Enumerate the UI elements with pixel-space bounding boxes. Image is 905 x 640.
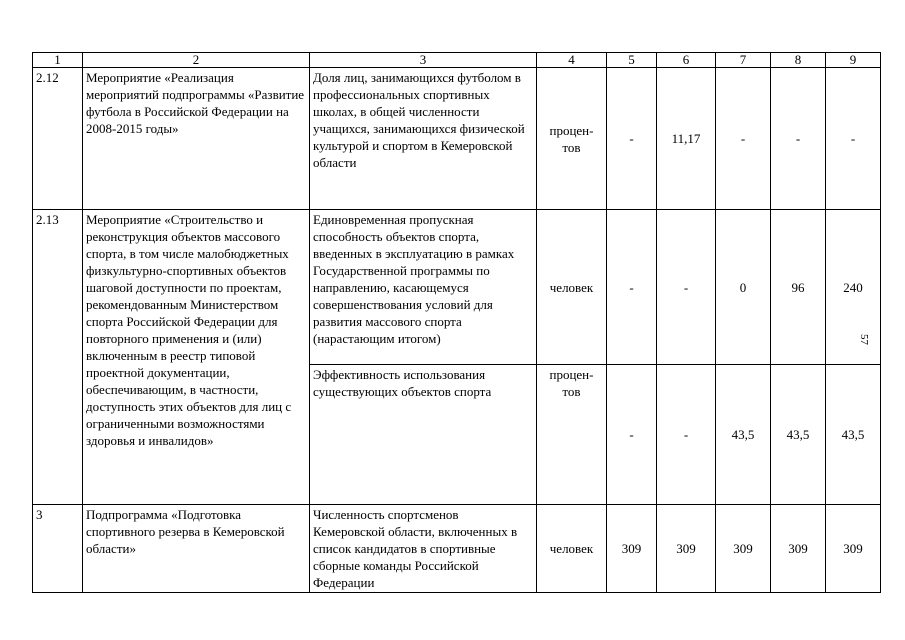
table-row <box>33 68 881 210</box>
value-2013: 309 <box>607 505 657 593</box>
column-number: 4 <box>537 53 607 68</box>
column-number: 5 <box>607 53 657 68</box>
row-number: 2.13 <box>33 210 83 505</box>
value-2017: 309 <box>826 505 881 593</box>
column-number: 2 <box>83 53 310 68</box>
value-2013: - <box>607 68 657 210</box>
value-2015: - <box>716 68 771 210</box>
value-2014: 11,17 <box>657 68 716 210</box>
event-name: Подпрограмма «Подготовка спортивного резерва в Кемеровской области» <box>83 505 310 593</box>
unit-cell: человек <box>537 505 607 593</box>
unit-cell <box>537 68 607 210</box>
event-name: Мероприятие «Реализация мероприятий подпрограммы «Развитие футбола в Российской Федерации на 2008-2015 годы» <box>83 68 310 210</box>
column-number: 3 <box>310 53 537 68</box>
column-number: 7 <box>716 53 771 68</box>
value-2016: 309 <box>771 505 826 593</box>
value-2016: 96 <box>771 210 826 365</box>
value-2017: 240 <box>826 210 881 365</box>
indicator-name: Доля лиц, занимающихся футболом в профессиональных спортивных школах, в общей численности учащихся, занимающихся физической культурой и спортом в Кемеровской области <box>310 68 537 210</box>
value-2013: - <box>607 210 657 365</box>
unit-cell: человек <box>537 210 607 365</box>
value-2014: - <box>657 365 716 505</box>
program-indicators-table <box>32 52 881 593</box>
value-2015: 43,5 <box>716 365 771 505</box>
table-row <box>33 505 881 593</box>
value-2016: - <box>771 68 826 210</box>
column-number: 6 <box>657 53 716 68</box>
value-2013: - <box>607 365 657 505</box>
value-2016: 43,5 <box>771 365 826 505</box>
row-number: 3 <box>33 505 83 593</box>
value-2014: 309 <box>657 505 716 593</box>
indicator-name: Единовременная пропускная способность объектов спорта, введенных в эксплуатацию в рамках Государственной программы по направлению, касающемуся совершенствования условий для развития массового спорта (нарастающим итогом) <box>310 210 537 365</box>
page-number: 57 <box>858 334 870 345</box>
column-number-row <box>33 53 881 68</box>
value-2015: 309 <box>716 505 771 593</box>
value-2017: - <box>826 68 881 210</box>
value-2017: 43,5 <box>826 365 881 505</box>
unit-label: процен-тов <box>549 122 594 155</box>
column-number: 8 <box>771 53 826 68</box>
unit-cell <box>537 365 607 505</box>
unit-label: процен-тов <box>549 367 594 399</box>
value-2014: - <box>657 210 716 365</box>
event-name: Мероприятие «Строительство и реконструкция объектов массового спорта, в том числе малобюджетных физкультурно-спортивных объектов шаговой доступности по проектам, рекомендованным Министерством спорта Российской Федерации для повторного применения и (или) включенным в реестр типовой проектной документации, обеспечивающим, в частности, доступность этих объектов для лиц с ограниченными возможностями здоровья и инвалидов» <box>83 210 310 505</box>
table-row <box>33 210 881 365</box>
column-number: 1 <box>33 53 83 68</box>
column-number: 9 <box>826 53 881 68</box>
indicator-name: Численность спортсменов Кемеровской области, включенных в список кандидатов в спортивные сборные команды Российской Федерации <box>310 505 537 593</box>
indicator-name: Эффективность использования существующих объектов спорта <box>310 365 537 505</box>
value-2015: 0 <box>716 210 771 365</box>
row-number: 2.12 <box>33 68 83 210</box>
